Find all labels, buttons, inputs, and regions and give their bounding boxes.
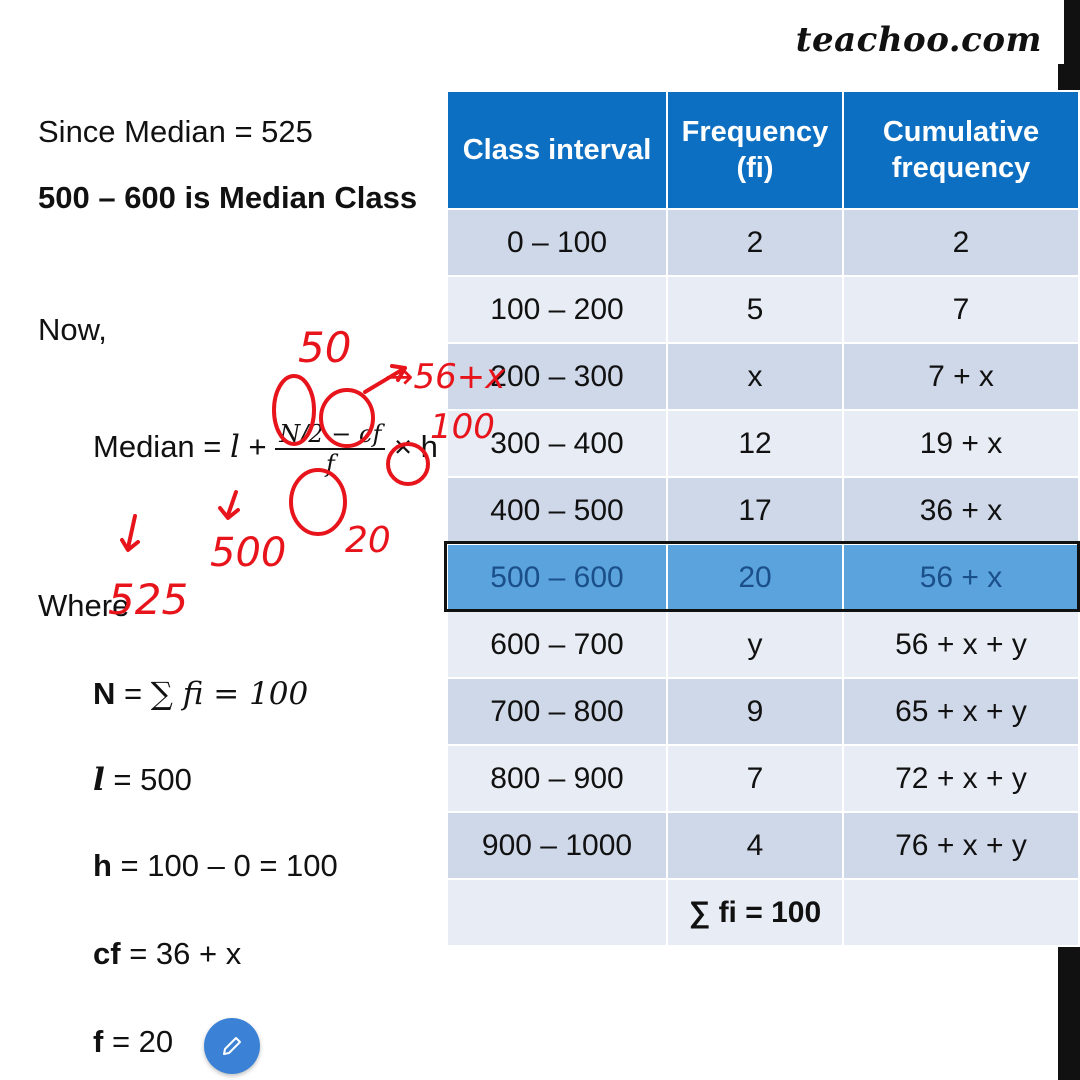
- cell-cumulative: 36 + x: [843, 477, 1079, 544]
- def-h-key: h: [93, 848, 112, 883]
- table-row: [447, 209, 1079, 276]
- cell-class: 500 – 600: [447, 544, 667, 611]
- annotation-56-x: →56+x: [385, 357, 506, 397]
- cell-class: 900 – 1000: [447, 812, 667, 879]
- cell-frequency: y: [667, 611, 843, 678]
- formula-denominator: f: [325, 450, 335, 478]
- cell-frequency: 9: [667, 678, 843, 745]
- def-l-key: l: [93, 762, 105, 798]
- cell-frequency: 7: [667, 745, 843, 812]
- solution-panel: [38, 0, 458, 1080]
- def-h-value: 100 – 0 = 100: [147, 848, 338, 883]
- cell-frequency: 4: [667, 812, 843, 879]
- cell-cumulative: 65 + x + y: [843, 678, 1079, 745]
- table-row: [447, 477, 1079, 544]
- table-row: [447, 745, 1079, 812]
- table-header-row: [447, 91, 1079, 209]
- def-f-key: f: [93, 1024, 104, 1059]
- table-row-median: [447, 544, 1079, 611]
- cell-cumulative: 7 + x: [843, 343, 1079, 410]
- def-h: [93, 848, 338, 884]
- cell-cumulative: 2: [843, 209, 1079, 276]
- table-row: [447, 343, 1079, 410]
- def-l-value: 500: [140, 762, 192, 797]
- def-cf-value: 36 + x: [155, 936, 242, 971]
- def-f: [93, 1024, 173, 1060]
- where-text: Where: [38, 588, 130, 623]
- cell-frequency: 20: [667, 544, 843, 611]
- formula-h: × h: [385, 429, 438, 465]
- cell-class: 800 – 900: [447, 745, 667, 812]
- def-h-eq: =: [111, 848, 148, 883]
- table-total-row: [447, 879, 1079, 946]
- cell-class: 400 – 500: [447, 477, 667, 544]
- header-class-interval: Class interval: [447, 91, 667, 209]
- cell-class: 300 – 400: [447, 410, 667, 477]
- median-label: Median =: [93, 429, 231, 465]
- median-formula: [93, 422, 438, 476]
- cell-class: 0 – 100: [447, 209, 667, 276]
- cell-cumulative: 76 + x + y: [843, 812, 1079, 879]
- cell-frequency: 2: [667, 209, 843, 276]
- def-cf-key: cf: [93, 936, 121, 971]
- cell-cumulative: 7: [843, 276, 1079, 343]
- annotation-100: 100: [430, 407, 495, 447]
- cell-class: 700 – 800: [447, 678, 667, 745]
- def-f-value: 20: [138, 1024, 174, 1059]
- cell-empty: [843, 879, 1079, 946]
- cell-empty: [447, 879, 667, 946]
- def-n-value: ∑ fi = 100: [150, 676, 309, 712]
- header-frequency: Frequency (fi): [667, 91, 843, 209]
- def-l-eq: =: [104, 762, 141, 797]
- annotation-20: 20: [345, 520, 391, 561]
- edit-fab-button[interactable]: [204, 1018, 260, 1074]
- cell-frequency: 12: [667, 410, 843, 477]
- def-n-eq: =: [115, 676, 151, 711]
- table-row: [447, 812, 1079, 879]
- median-class-text: 500 – 600 is Median Class: [38, 180, 418, 215]
- annotation-50: 50: [298, 323, 352, 372]
- since-median-text: Since Median = 525: [38, 114, 313, 149]
- formula-plus: +: [239, 429, 276, 465]
- def-cf-eq: =: [120, 936, 156, 971]
- formula-fraction: [275, 422, 385, 476]
- cell-cumulative: 19 + x: [843, 410, 1079, 477]
- frequency-table: [446, 90, 1080, 947]
- now-text: Now,: [38, 312, 107, 347]
- cell-class: 200 – 300: [447, 343, 667, 410]
- table-row: [447, 611, 1079, 678]
- table-row: [447, 276, 1079, 343]
- cell-cumulative: 72 + x + y: [843, 745, 1079, 812]
- table-row: [447, 410, 1079, 477]
- formula-numerator: N/2 − cf: [275, 422, 385, 450]
- annotation-500: 500: [210, 530, 287, 576]
- cell-class: 600 – 700: [447, 611, 667, 678]
- cell-cumulative: 56 + x: [843, 544, 1079, 611]
- annotation-525: 525: [108, 575, 189, 624]
- brand-logo: teachoo.com: [795, 20, 1042, 60]
- cell-frequency: 5: [667, 276, 843, 343]
- formula-l: l: [230, 429, 240, 466]
- def-n: [93, 676, 308, 712]
- cell-class: 100 – 200: [447, 276, 667, 343]
- pencil-icon: [220, 1034, 244, 1058]
- cell-cumulative: 56 + x + y: [843, 611, 1079, 678]
- def-l: [93, 762, 192, 798]
- header-cumulative: Cumulative frequency: [843, 91, 1079, 209]
- def-f-eq: =: [103, 1024, 139, 1059]
- def-n-key: N: [93, 676, 116, 711]
- def-cf: [93, 936, 241, 972]
- table-row: [447, 678, 1079, 745]
- cell-frequency: 17: [667, 477, 843, 544]
- cell-total: ∑ fi = 100: [667, 879, 843, 946]
- cell-frequency: x: [667, 343, 843, 410]
